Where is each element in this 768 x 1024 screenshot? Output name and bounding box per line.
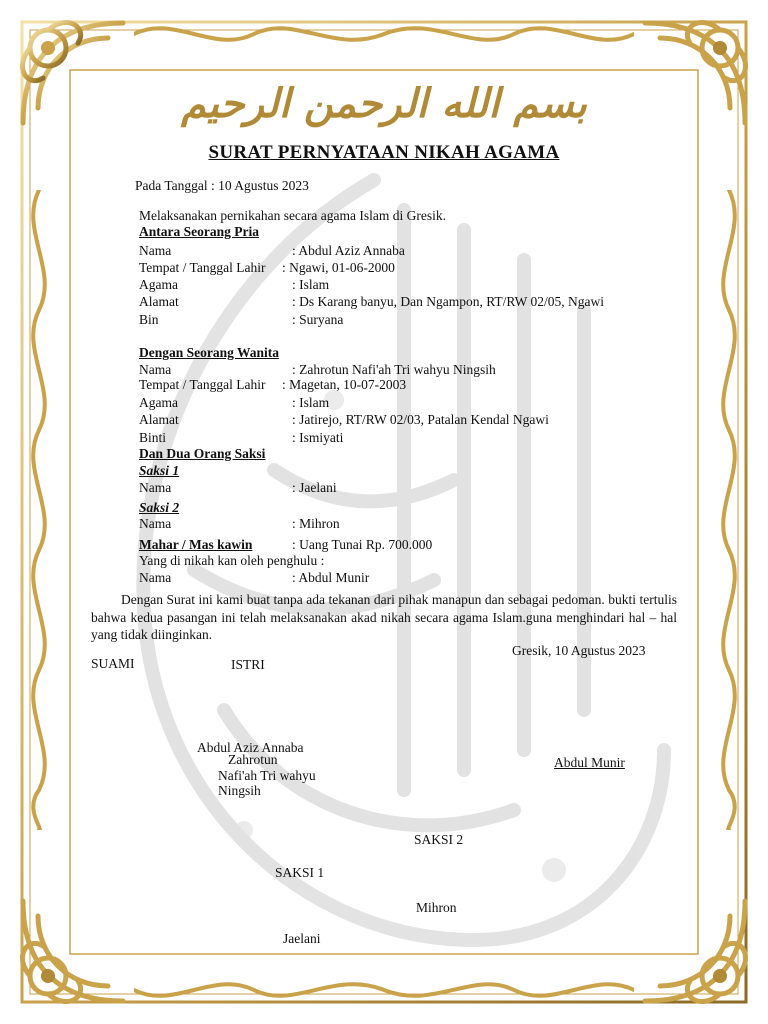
place-date: Gresik, 10 Agustus 2023	[512, 643, 646, 658]
groom-name-value: : Abdul Aziz Annaba	[292, 243, 405, 258]
groom-religion-label: Agama	[139, 277, 178, 292]
saksi1-heading: Saksi 1	[139, 463, 180, 478]
istri-label: ISTRI	[231, 657, 265, 672]
groom-father-value: : Suryana	[292, 312, 344, 327]
penghulu-name-label: Nama	[139, 570, 172, 585]
bride-birth-value: : Magetan, 10-07-2003	[282, 377, 407, 392]
bride-father-label: Binti	[139, 430, 167, 445]
side-ornament-icon	[14, 190, 64, 830]
suami-signature-name: Abdul Aziz Annaba	[197, 740, 304, 755]
top-ornament-icon	[134, 14, 634, 54]
saksi2-heading: Saksi 2	[139, 500, 180, 515]
saksi1-signature-name: Jaelani	[283, 931, 321, 946]
saksi2-signature-label: SAKSI 2	[414, 832, 464, 847]
mahar-value: : Uang Tunai Rp. 700.000	[292, 537, 433, 552]
penghulu-name-value: : Abdul Munir	[292, 570, 370, 585]
bride-religion-value: : Islam	[292, 395, 330, 410]
saksi1-signature-label: SAKSI 1	[275, 865, 325, 880]
basmala-calligraphy: بسم الله الرحمن الرحيم	[181, 80, 587, 127]
bride-birth-label: Tempat / Tanggal Lahir	[139, 377, 266, 392]
saksi1-name-label: Nama	[139, 480, 172, 495]
page-title: SURAT PERNYATAAN NIKAH AGAMA	[208, 142, 560, 163]
date-line: Pada Tanggal : 10 Agustus 2023	[135, 178, 309, 193]
groom-address-value: : Ds Karang banyu, Dan Ngampon, RT/RW 02/05, Ngawi	[292, 294, 605, 309]
bride-address-label: Alamat	[139, 412, 179, 427]
bride-heading: Dengan Seorang Wanita	[139, 345, 280, 360]
groom-birth-label: Tempat / Tanggal Lahir	[139, 260, 266, 275]
side-ornament-icon	[704, 190, 754, 830]
bride-name-value: : Zahrotun Nafi'ah Tri wahyu Ningsih	[292, 362, 496, 377]
intro-text: Melaksanakan pernikahan secara agama Islam di Gresik.	[139, 208, 446, 223]
saksi2-signature-name: Mihron	[416, 900, 457, 915]
saksi1-name-value: : Jaelani	[292, 480, 337, 495]
suami-label: SUAMI	[91, 656, 135, 671]
groom-name-label: Nama	[139, 243, 172, 258]
istri-signature-name-line1: Zahrotun	[228, 752, 278, 767]
groom-heading: Antara Seorang Pria	[139, 224, 259, 239]
bride-religion-label: Agama	[139, 395, 178, 410]
istri-signature-name-line2: Nafi'ah Tri wahyu	[218, 768, 316, 783]
bride-father-value: : Ismiyati	[292, 430, 344, 445]
istri-signature-name-line3: Ningsih	[218, 783, 261, 798]
closing-paragraph: Dengan Surat ini kami buat tanpa ada tekanan dari pihak manapun dan sebagai pedoman. bukti tertulis bahwa kedua pasangan ini telah melaksanakan akad nikah secara agama Islam.guna menghindari hal – hal yang tidak diinginkan.	[91, 592, 677, 642]
groom-address-label: Alamat	[139, 294, 179, 309]
witnesses-heading: Dan Dua Orang Saksi	[139, 446, 266, 461]
groom-religion-value: : Islam	[292, 277, 330, 292]
penghulu-line: Yang di nikah kan oleh penghulu :	[139, 553, 325, 568]
bride-name-label: Nama	[139, 362, 172, 377]
mahar-label: Mahar / Mas kawin	[139, 537, 253, 552]
penghulu-signature-name: Abdul Munir	[554, 755, 625, 770]
groom-birth-value: : Ngawi, 01-06-2000	[282, 260, 395, 275]
saksi2-name-label: Nama	[139, 516, 172, 531]
groom-father-label: Bin	[139, 312, 159, 327]
bride-address-value: : Jatirejo, RT/RW 02/03, Patalan Kendal Ngawi	[292, 412, 549, 427]
saksi2-name-value: : Mihron	[292, 516, 340, 531]
